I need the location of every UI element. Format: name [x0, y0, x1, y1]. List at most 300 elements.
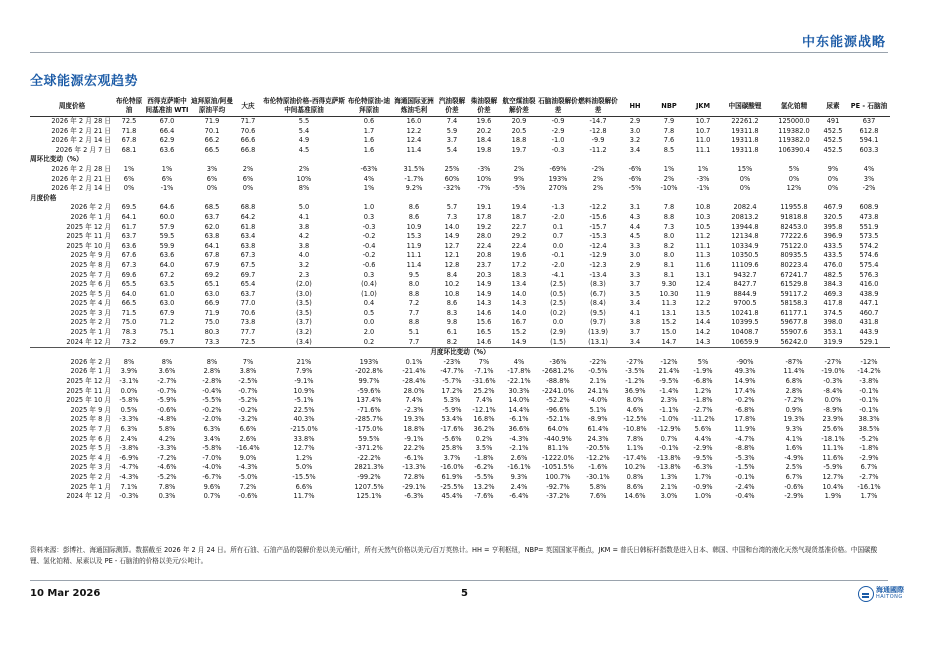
table-cell: -7.6%	[474, 492, 494, 501]
table-cell: -87%	[785, 357, 803, 366]
table-cell: 7.1%	[120, 482, 138, 491]
table-cell: 3.3	[629, 270, 641, 279]
table-cell: -4.0%	[202, 463, 222, 472]
table-cell: 11.3	[661, 299, 677, 308]
table-cell: 71.9	[204, 308, 220, 317]
table-cell: 0.7%	[203, 492, 221, 501]
haitong-logo-icon	[858, 586, 874, 602]
table-cell: 63.7	[204, 212, 220, 221]
table-cell: -2681.2%	[542, 367, 574, 376]
table-cell: 443.9	[859, 328, 879, 337]
table-cell: 19.3%	[783, 415, 805, 424]
table-cell: 637	[862, 117, 876, 125]
table-cell: 14.3	[695, 337, 711, 346]
table-cell: 576.3	[859, 270, 879, 279]
row-label: 2026 年 2 月 14 日	[51, 136, 111, 145]
table-cell: 1.6	[363, 136, 375, 145]
table-cell: 5.9	[446, 126, 458, 135]
table-cell: -0.4	[362, 241, 376, 250]
table-cell: -9.1%	[294, 377, 314, 386]
table-cell: 5.7	[446, 203, 458, 212]
table-cell: -1.5%	[735, 463, 755, 472]
table-cell: -371.2%	[355, 444, 383, 453]
table-cell: -5.9%	[157, 396, 177, 405]
table-cell: -16.1%	[857, 482, 881, 491]
table-cell: 7.7	[408, 337, 420, 346]
table-cell: 1.9%	[824, 492, 842, 501]
table-cell: 4%	[513, 357, 525, 366]
table-cell: -11.2	[589, 145, 607, 154]
table-row	[30, 271, 890, 281]
table-cell: 14.3	[511, 299, 527, 308]
table-cell: 8%	[123, 357, 135, 366]
table-cell: 3.6%	[158, 367, 176, 376]
table-cell: 2%	[298, 164, 310, 173]
table-cell: -12.4	[589, 241, 607, 250]
table-row	[30, 203, 890, 213]
table-cell: -1.0	[551, 136, 565, 145]
table-cell: 81.1%	[547, 444, 569, 453]
table-cell: 5.1	[408, 328, 420, 337]
table-cell: 0%	[123, 184, 135, 193]
table-cell: 3.2	[629, 136, 641, 145]
table-cell: 1.2%	[295, 453, 313, 462]
table-cell: (3.5)	[296, 299, 312, 308]
table-cell: 65.5	[121, 280, 137, 289]
table-cell: 15.6	[476, 318, 492, 327]
table-cell: -0.9%	[693, 482, 713, 491]
table-cell: 66.4	[159, 126, 175, 135]
table-cell: 56242.0	[780, 337, 808, 346]
table-cell: 80935.5	[780, 251, 808, 260]
column-header: 石脑油裂解价差	[538, 97, 578, 114]
table-cell: 5.6%	[694, 425, 712, 433]
table-cell: 13.5	[695, 308, 711, 317]
row-label: 2024 年 12 月	[66, 337, 111, 346]
table-cell: -12.1%	[472, 405, 496, 414]
table-cell: 7.8%	[158, 482, 176, 491]
table-cell: 9432.7	[733, 270, 757, 279]
table-cell: 11.4	[406, 145, 422, 154]
row-label: 2026 年 1 月	[70, 212, 111, 221]
table-cell: 75.0	[204, 318, 220, 327]
table-cell: -69%	[549, 164, 567, 173]
table-cell: -2.7%	[693, 405, 713, 414]
table-cell: 69.7	[159, 337, 175, 346]
table-cell: -5%	[512, 184, 526, 193]
table-cell: 10%	[296, 174, 312, 183]
table-cell: 14.6%	[624, 492, 646, 501]
table-cell: 7%	[478, 357, 490, 366]
table-row	[30, 136, 890, 146]
table-cell: 9.2%	[405, 184, 423, 193]
table-cell: -12%	[660, 357, 678, 366]
table-cell: 0.2%	[475, 434, 493, 443]
column-header: 布伦特原油价格-西得克萨斯中间基准原油	[263, 97, 345, 114]
table-cell: 384.3	[823, 280, 843, 289]
table-cell: 1.0%	[694, 492, 712, 501]
row-label: 2025 年 12 月	[66, 377, 111, 386]
table-cell: 19.2	[476, 222, 492, 231]
table-cell: 63.8	[204, 232, 220, 241]
table-cell: -1.2%	[625, 377, 645, 386]
table-cell: 8.8	[408, 289, 420, 298]
table-cell: 9.3%	[510, 472, 528, 481]
table-cell: 5.0	[298, 203, 310, 212]
table-cell: -5.5%	[474, 472, 494, 481]
table-cell: 1.3%	[660, 472, 678, 481]
table-cell: 7.4%	[405, 396, 423, 405]
column-header: 氢化铂精	[780, 101, 808, 110]
table-cell: -12.2	[589, 203, 607, 212]
table-cell: 2.1%	[589, 377, 607, 386]
table-cell: 574.6	[859, 251, 879, 260]
table-cell: -3.3%	[157, 444, 177, 453]
table-cell: 72.5	[121, 117, 137, 125]
table-cell: 6.1	[446, 328, 458, 337]
section-label: 周环比变动（%）	[30, 155, 83, 164]
table-cell: 2%	[513, 164, 525, 173]
table-cell: 6.6%	[295, 482, 313, 491]
table-cell: 21.4%	[658, 367, 680, 376]
table-cell: 5.4	[298, 126, 310, 135]
table-cell: -3.2%	[238, 415, 258, 424]
table-cell: -6.9%	[119, 453, 139, 462]
table-cell: -202.8%	[355, 367, 383, 376]
table-cell: 64.2	[240, 212, 256, 221]
column-header: 中国碳酸锂	[728, 101, 762, 110]
table-cell: 0.7%	[660, 434, 678, 443]
table-cell: 21%	[296, 357, 312, 366]
table-cell: 20.2	[476, 126, 492, 135]
table-cell: 36.2%	[473, 425, 495, 433]
table-cell: 270%	[548, 184, 568, 193]
table-cell: 469.3	[823, 289, 843, 298]
column-header: 海通国际亚洲炼油毛利	[394, 97, 434, 114]
table-cell: 14.0	[444, 222, 460, 231]
table-cell: 14.2	[695, 328, 711, 337]
table-cell: -90%	[736, 357, 754, 366]
table-cell: (9.5)	[590, 308, 606, 317]
table-cell: 320.5	[823, 212, 843, 221]
row-label: 2026 年 2 月 7 日	[55, 145, 111, 154]
table-cell: 22.4	[511, 241, 527, 250]
table-cell: 374.5	[823, 308, 843, 317]
table-cell: 66.9	[204, 299, 220, 308]
table-cell: 19311.8	[731, 126, 759, 135]
table-cell: -2.8%	[202, 377, 222, 386]
table-cell: 3.4	[629, 299, 641, 308]
table-cell: 0.1	[552, 222, 564, 231]
table-cell: 14.6	[476, 337, 492, 346]
table-cell: 63.0	[204, 289, 220, 298]
table-cell: -5.9%	[823, 463, 843, 472]
table-cell: 17.2	[511, 260, 527, 269]
report-series-title: 中东能源战略	[801, 35, 886, 50]
table-cell: -6.1%	[509, 415, 529, 424]
table-cell: 1%	[697, 164, 709, 173]
table-cell: (3.5)	[296, 308, 312, 317]
column-header: 汽油裂解价差	[438, 97, 466, 114]
table-cell: 65.1	[204, 280, 220, 289]
table-cell: -5.3%	[735, 453, 755, 462]
table-cell: 119382.0	[778, 126, 810, 135]
table-cell: -11.2%	[691, 415, 715, 424]
header-divider	[30, 52, 888, 53]
table-cell: 7.2%	[239, 482, 257, 491]
table-cell: -27%	[824, 357, 842, 366]
table-cell: -6%	[628, 174, 642, 183]
table-cell: -4.7%	[119, 463, 139, 472]
table-row	[30, 117, 890, 127]
table-cell: -1.7%	[404, 174, 424, 183]
table-cell: -2.9%	[784, 492, 804, 501]
table-cell: 10.9%	[293, 386, 315, 395]
table-cell: -2.0	[551, 260, 565, 269]
table-cell: -88.8%	[546, 377, 570, 386]
row-label: 2025 年 6 月	[70, 434, 111, 443]
table-cell: 11.2	[695, 232, 711, 241]
table-cell: -215.0%	[290, 425, 318, 433]
table-cell: -22.2%	[357, 453, 381, 462]
table-cell: 4.2	[298, 232, 310, 241]
table-cell: -12.3	[589, 260, 607, 269]
row-label: 2026 年 2 月	[70, 203, 111, 212]
table-cell: 416.0	[859, 280, 879, 289]
table-cell: 18.3	[511, 270, 527, 279]
table-cell: 2.3%	[660, 396, 678, 405]
column-header: 迪拜原油/阿曼原油平均	[191, 97, 233, 114]
table-cell: 73.3	[204, 337, 220, 346]
table-cell: 319.9	[823, 337, 843, 346]
table-cell: 11.9	[695, 289, 711, 298]
table-cell: 14.3	[476, 299, 492, 308]
table-cell: -15.5%	[292, 472, 316, 481]
table-cell: 7.6%	[589, 492, 607, 501]
table-cell: 4.0	[298, 251, 310, 260]
logo-en-text: HAITONG	[876, 594, 903, 600]
table-cell: 12.2	[695, 299, 711, 308]
table-cell: 63.6	[159, 251, 175, 260]
table-cell: -0.3	[551, 145, 565, 154]
table-cell: -3.8%	[859, 377, 879, 386]
table-cell: -9.5%	[659, 377, 679, 386]
table-cell: 11955.8	[780, 203, 808, 212]
table-cell: -0.1%	[859, 405, 879, 414]
table-cell: 573.5	[859, 232, 879, 241]
column-header: 布伦特原油	[115, 97, 143, 114]
table-row	[30, 184, 890, 194]
table-cell: 36.9%	[624, 386, 646, 395]
table-cell: 66.5	[204, 145, 220, 154]
row-label: 2025 年 4 月	[70, 299, 111, 308]
table-cell: 11.7%	[293, 492, 315, 501]
table-cell: 5.8%	[158, 425, 176, 433]
table-cell: 7.8	[663, 203, 675, 212]
table-cell: 6%	[161, 174, 173, 183]
table-cell: 8.0	[663, 232, 675, 241]
table-cell: -6%	[628, 164, 642, 173]
table-row	[30, 377, 890, 387]
table-cell: -7.0%	[202, 453, 222, 462]
table-cell: -2.7%	[859, 472, 879, 481]
table-cell: -13.8%	[657, 453, 681, 462]
table-row	[30, 444, 890, 454]
row-label: 2025 年 5 月	[70, 289, 111, 298]
row-label: 2025 年 9 月	[70, 251, 111, 260]
table-cell: -14.2%	[857, 367, 881, 376]
table-cell: 0%	[788, 174, 800, 183]
table-cell: -7.2%	[157, 453, 177, 462]
table-cell: 20.8	[476, 251, 492, 260]
table-cell: 9.6%	[203, 482, 221, 491]
table-cell: 7.4%	[475, 396, 493, 405]
table-cell: 3.0	[629, 126, 641, 135]
table-cell: 9.8	[446, 318, 458, 327]
table-cell: 10.8	[695, 203, 711, 212]
haitong-logo	[858, 586, 904, 602]
table-cell: 0%	[739, 174, 751, 183]
table-cell: 78.3	[121, 328, 137, 337]
table-cell: 9%	[827, 164, 839, 173]
table-cell: -52.1%	[546, 415, 570, 424]
table-cell: 61.9%	[441, 472, 463, 481]
table-cell: -18.1%	[821, 434, 845, 443]
table-cell: 12.8	[444, 260, 460, 269]
table-cell: -12.9%	[657, 425, 681, 433]
table-cell: 491	[826, 117, 840, 125]
table-cell: -23%	[443, 357, 461, 366]
table-cell: 61177.1	[780, 308, 808, 317]
table-cell: -1%	[160, 184, 174, 193]
table-cell: 19.7	[511, 145, 527, 154]
table-cell: 1.7	[363, 126, 375, 135]
table-cell: 9.0%	[239, 453, 257, 462]
row-label: 2026 年 1 月	[70, 367, 111, 376]
table-cell: 4%	[863, 164, 875, 173]
table-cell: 8.0	[663, 251, 675, 260]
section-row	[30, 194, 890, 204]
table-cell: 7.8	[663, 126, 675, 135]
table-cell: 38.3%	[858, 415, 880, 424]
table-cell: 6.7%	[785, 472, 803, 481]
table-cell: 10350.5	[731, 251, 759, 260]
table-cell: 10334.9	[731, 241, 759, 250]
table-header-row	[30, 96, 890, 117]
column-header: PE - 石脑油	[850, 101, 888, 110]
table-cell: -0.1%	[659, 444, 679, 453]
table-cell: 19311.8	[731, 145, 759, 154]
table-cell: -7.2%	[784, 396, 804, 405]
table-cell: 431.8	[859, 318, 879, 327]
table-cell: 3%	[206, 164, 218, 173]
row-label: 2025 年 10 月	[66, 241, 111, 250]
table-cell: 69.6	[121, 270, 137, 279]
table-cell: 14.9	[476, 289, 492, 298]
table-cell: 60%	[444, 174, 460, 183]
table-cell: 467.9	[823, 203, 843, 212]
table-cell: -0.9	[551, 117, 565, 125]
table-cell: 6.3%	[203, 425, 221, 433]
table-row	[30, 318, 890, 328]
table-cell: 66.6	[240, 136, 256, 145]
row-label: 2026 年 2 月 28 日	[51, 117, 111, 125]
table-cell: 18.4	[476, 136, 492, 145]
table-cell: -0.2%	[735, 396, 755, 405]
table-cell: 433.5	[823, 251, 843, 260]
table-cell: 30.3%	[508, 386, 530, 395]
table-cell: 1.7%	[694, 472, 712, 481]
table-cell: 438.9	[859, 289, 879, 298]
table-cell: 10399.5	[731, 318, 759, 327]
table-cell: 0%	[827, 174, 839, 183]
table-cell: 14.9%	[734, 377, 756, 386]
table-cell: 7.3	[446, 212, 458, 221]
table-cell: 5.8%	[589, 482, 607, 491]
table-cell: -16.0%	[440, 463, 464, 472]
row-label: 2025 年 3 月	[70, 308, 111, 317]
table-cell: 28.0%	[403, 386, 425, 395]
table-cell: 4.5	[298, 145, 310, 154]
table-cell: 62.0	[204, 222, 220, 231]
table-cell: 3.4	[629, 145, 641, 154]
table-cell: -0.2	[362, 251, 376, 260]
table-cell: (3.4)	[296, 337, 312, 346]
table-cell: -2.0	[551, 212, 565, 221]
table-cell: 6.3%	[120, 425, 138, 433]
row-label: 2025 年 10 月	[66, 396, 111, 405]
table-cell: 63.7	[240, 289, 256, 298]
table-cell: 2082.4	[733, 203, 757, 212]
table-cell: 3.7%	[443, 453, 461, 462]
table-cell: 100.7%	[545, 472, 571, 481]
table-cell: 125000.0	[778, 117, 810, 125]
table-cell: -27%	[626, 357, 644, 366]
row-label: 2025 年 3 月	[70, 463, 111, 472]
table-cell: 12.1	[444, 251, 460, 260]
table-cell: 63.4	[240, 232, 256, 241]
table-cell: 0.0	[552, 318, 564, 327]
table-cell: 66.2	[204, 136, 220, 145]
table-cell: 12.4	[695, 280, 711, 289]
table-cell: -5.0%	[238, 472, 258, 481]
table-cell: 61.0	[159, 289, 175, 298]
table-cell: 10.2%	[624, 463, 646, 472]
table-cell: 3.1	[629, 203, 641, 212]
table-cell: 75.0	[121, 318, 137, 327]
row-label: 2026 年 2 月 28 日	[51, 164, 111, 173]
table-cell: 18.8%	[403, 425, 425, 433]
table-cell: 4.1	[629, 308, 641, 317]
table-cell: 58158.3	[780, 299, 808, 308]
table-cell: 603.3	[859, 145, 879, 154]
table-cell: -0.3	[362, 222, 376, 231]
table-cell: 22.2%	[403, 444, 425, 453]
row-label: 2026 年 2 月 14 日	[51, 184, 111, 193]
table-cell: 6%	[242, 174, 254, 183]
row-label: 2025 年 6 月	[70, 280, 111, 289]
table-cell: (13.9)	[588, 328, 608, 337]
table-cell: 2.1%	[660, 482, 678, 491]
table-cell: 6.6%	[239, 425, 257, 433]
table-cell: -16.4%	[236, 444, 260, 453]
table-cell: 12134.8	[731, 232, 759, 241]
table-cell: -0.6%	[784, 482, 804, 491]
section-row	[30, 155, 890, 165]
table-cell: 57.9	[159, 222, 175, 231]
table-cell: 23.9%	[822, 415, 844, 424]
table-cell: 8.6%	[626, 482, 644, 491]
